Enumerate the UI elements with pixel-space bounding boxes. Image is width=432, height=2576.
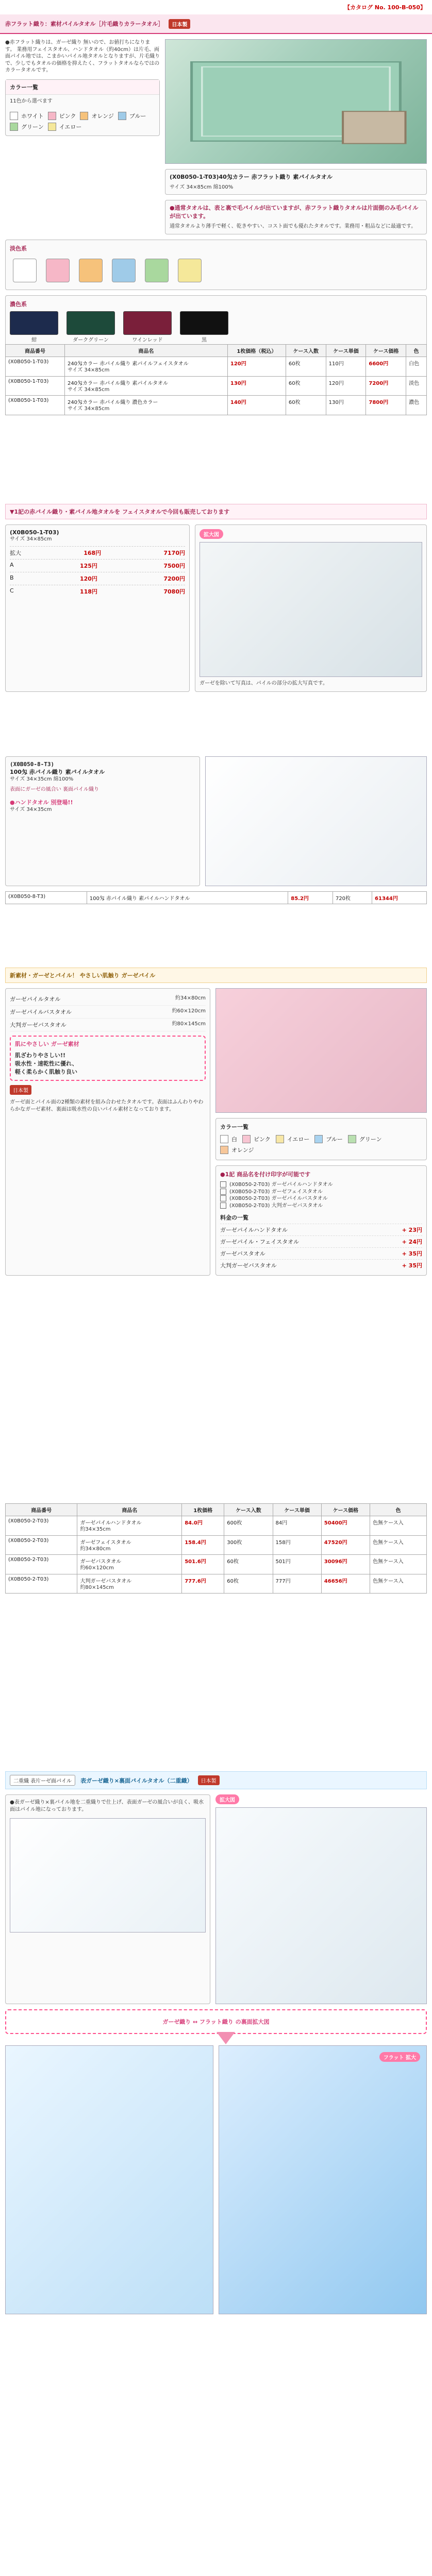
dark-color-chip	[123, 311, 172, 335]
section4-option-line	[220, 1181, 422, 1189]
section4-item-size: 約80×145cm	[172, 1021, 206, 1027]
section5-desc: ●表ガーゼ織り×裏パイル地を二重織りで仕上げ、表面ガーゼの風合いが良く、吸水面はパイル地になっております。	[10, 1800, 204, 1812]
dark-color-item	[67, 311, 115, 344]
section3-left	[5, 756, 200, 886]
section3-table-price: 85.2円	[288, 892, 333, 904]
section4-point: 軽く柔らかく肌触り良い	[15, 1069, 77, 1075]
table2-cell-caseprice: 47520円	[321, 1535, 370, 1555]
table2-size-text: 約60×120cm	[80, 1565, 114, 1571]
section4-price-row	[220, 1247, 422, 1259]
section5-bottom-left-image	[5, 2045, 213, 2314]
section4-item-label: 大判ガーゼバスタオル	[10, 1022, 67, 1028]
section5-callout: ガーゼ織り ↔ フラット織り の裏面拡大図	[5, 2009, 427, 2034]
table2-cell-caseqty: 300枚	[224, 1535, 273, 1555]
handtowel-headline: ●ハンドタオル 別登場!!	[10, 799, 73, 806]
section2-row	[10, 559, 185, 572]
made-in-japan-badge: 日本製	[169, 19, 190, 29]
towel-photo-illustration	[165, 40, 426, 163]
section2-row-case: 7200円	[163, 575, 185, 582]
detail-text: 通常タオルより薄手で軽く、乾きやすい、コスト面でも優れたタオルです。業務用・粗品などに最適です。	[170, 223, 417, 229]
section4-item-size: 約34×80cm	[175, 995, 206, 1001]
table1-row	[6, 357, 427, 377]
color-list-title: カラー一覧	[6, 80, 159, 95]
section1-title: 赤フラット織り：素材パイルタオル［片毛織りカラータオル］	[5, 21, 164, 27]
section4-price-row	[220, 1259, 422, 1271]
table2-col-name: 商品名	[77, 1504, 182, 1516]
section4-option-text: (X0B050-2-T03) ガーゼパイルバスタオル	[229, 1196, 328, 1201]
pale-sample-blue	[112, 259, 136, 282]
table2-cell-caseunit: 777円	[273, 1574, 321, 1594]
section5-callout-wrap	[5, 2009, 427, 2040]
dark-color-chip	[180, 311, 228, 335]
table2-size-text: 約34×80cm	[80, 1546, 111, 1552]
section4-color-chip	[220, 1146, 228, 1154]
section5-made-in-japan: 日本製	[198, 1775, 220, 1785]
spec-card	[165, 169, 427, 195]
section5-header	[5, 1771, 427, 1789]
section2-row-price: 125円	[79, 562, 97, 569]
table1-name-text: 240匁カラー 赤パイル織り 素パイルタオル	[67, 380, 168, 386]
table2-cell-code: (X0B050-2-T03)	[6, 1574, 77, 1594]
color-name: オレンジ	[91, 113, 114, 120]
section4-items	[10, 993, 206, 1031]
table2-cell-color: 色無ケース入	[370, 1574, 427, 1594]
detail-title: ●通常タオルは、表と裏で毛パイルが出ていますが、赤フラット織りタオルは片面側のみ毛パイルが出ています。	[170, 204, 419, 219]
table1-size-text: サイズ 34×85cm	[67, 367, 110, 373]
section4-item	[10, 1019, 206, 1031]
section4-color-name: イエロー	[287, 1136, 310, 1143]
section4-color	[220, 1146, 254, 1154]
section4-color-chip	[220, 1135, 228, 1143]
table2-col-code: 商品番号	[6, 1504, 77, 1516]
table1-col-color: 色	[406, 345, 427, 357]
section2-row	[10, 572, 185, 585]
section4-color	[314, 1135, 343, 1143]
section5-right	[215, 1794, 427, 2004]
table1-cell-caseqty: 60枚	[286, 396, 326, 415]
pale-sample-white	[13, 259, 37, 282]
section4-color-chip	[314, 1135, 323, 1143]
section4-color	[242, 1135, 271, 1143]
checkbox-icon	[220, 1202, 226, 1209]
table2-cell-name	[77, 1574, 182, 1594]
table2-name-text: 大判ガーゼバスタオル	[80, 1578, 132, 1584]
color-swatch	[10, 123, 44, 131]
section2-enlarge	[195, 524, 427, 692]
pale-colors-card	[5, 240, 427, 290]
section3-table-case-price: 61344円	[372, 892, 427, 904]
section4-made-in-japan: 日本製	[10, 1085, 31, 1095]
table1-cell-name	[64, 376, 227, 396]
section4-right	[215, 988, 427, 1276]
table2-cell-code: (X0B050-2-T03)	[6, 1516, 77, 1536]
section4-color-chip	[242, 1135, 251, 1143]
section2-row-label: C	[10, 587, 14, 594]
section5-left	[5, 1794, 210, 2004]
pale-sample-yellow	[178, 259, 202, 282]
table2-cell-caseunit: 158円	[273, 1535, 321, 1555]
table2-cell-caseprice: 30096円	[321, 1555, 370, 1574]
section4-desc: ガーゼ面とパイル面の2種類の素材を組み合わせたタオルです。表面はふんわりやわらかなガーゼ素材、裏面は吸水性の良いパイル素材となっております。	[10, 1099, 204, 1112]
section2-row-price: 168円	[84, 549, 102, 556]
table2	[5, 1503, 427, 1594]
dark-color-item	[10, 311, 58, 344]
pale-samples	[10, 256, 422, 285]
table2-body	[6, 1516, 427, 1594]
section5-left-image	[10, 1818, 206, 1933]
table2-name-text: ガーゼバスタオル	[80, 1559, 122, 1565]
table2-col-caseunit: ケース単価	[273, 1504, 321, 1516]
table1-cell-color: 白色	[406, 357, 427, 377]
table2-col-price: 1枚価格	[182, 1504, 224, 1516]
section5-label: 二重織 表片ーゼ面パイル	[10, 1775, 75, 1786]
catalog-number: 【カタログ No. 100-B-050】	[344, 4, 426, 11]
checkbox-icon	[220, 1181, 226, 1188]
section-3	[0, 751, 432, 968]
dark-title: 濃色系	[10, 301, 27, 308]
section4-title: 新素材・ガーゼとパイル！ やさしい肌触り ガーゼパイル	[5, 968, 427, 983]
dark-color-name: 黒	[202, 337, 207, 343]
table1-cell-code: (X0B050-1-T03)	[6, 396, 65, 415]
table2-cell-caseunit: 84円	[273, 1516, 321, 1536]
section5-enlarge: 拡大図	[215, 1794, 239, 1804]
section4-point: 肌ざわりやさしい!!	[15, 1052, 66, 1059]
table2-row	[6, 1555, 427, 1574]
section4-price-name: 大判ガーゼバスタオル	[220, 1262, 277, 1269]
section4-color	[220, 1135, 237, 1143]
table2-cell-color: 色無ケース入	[370, 1535, 427, 1555]
spec-size: サイズ 34×85cm 綿100%	[170, 184, 234, 190]
color-name: ブルー	[129, 113, 146, 120]
section4-price-list	[220, 1224, 422, 1271]
color-swatch	[48, 123, 82, 131]
table2-cell-name	[77, 1555, 182, 1574]
section4-color-chip	[276, 1135, 284, 1143]
table1-cell-caseprice: 7200円	[366, 376, 406, 396]
section4-options	[215, 1165, 427, 1276]
table2-cell-price: 84.0円	[182, 1516, 224, 1536]
section4-option-text: (X0B050-2-T03) 大判ガーゼバスタオル	[229, 1202, 323, 1209]
color-chip	[80, 112, 88, 120]
section2-row-case: 7080円	[163, 588, 185, 595]
table1-row	[6, 376, 427, 396]
section2-code: (X0B050-1-T03)	[10, 529, 59, 536]
table2-cell-caseqty: 600枚	[224, 1516, 273, 1536]
section3-table-case: 720枚	[333, 892, 372, 904]
section3-size: サイズ 34×35cm 綿100%	[10, 776, 74, 782]
section4-option-line	[220, 1195, 422, 1202]
section2-row	[10, 546, 185, 559]
dark-color-name: ダークグリーン	[73, 337, 109, 343]
section4-price-name: ガーゼパイルハンドタオル	[220, 1227, 288, 1233]
section2-banner: ▼1記の赤パイル織り・素パイル地タオルを フェイスタオルで今回も販売しております	[5, 504, 427, 519]
table1-cell-code: (X0B050-1-T03)	[6, 376, 65, 396]
table2-header-row	[6, 1504, 427, 1516]
dark-color-name: 紺	[31, 337, 37, 343]
section4-price-name: ガーゼバスタオル	[220, 1250, 265, 1257]
table1-col-price: 1枚価格（税込）	[227, 345, 286, 357]
table1-cell-price: 120円	[227, 357, 286, 377]
section4-price-row	[220, 1224, 422, 1235]
checkbox-icon	[220, 1195, 226, 1201]
section4-item-label: ガーゼパイルバスタオル	[10, 1009, 72, 1015]
table1-cell-caseprice: 7800円	[366, 396, 406, 415]
section4-item	[10, 1006, 206, 1019]
section1-title-bar	[0, 14, 432, 34]
pale-sample-green	[145, 259, 169, 282]
section4-color-swatches	[220, 1134, 422, 1156]
section4-point: 吸水性・速乾性に優れ、	[15, 1060, 78, 1067]
section4-price-name: ガーゼパイル・フェイスタオル	[220, 1239, 300, 1245]
pale-title: 淡色系	[10, 245, 27, 252]
table2-cell-color: 色無ケース入	[370, 1555, 427, 1574]
section2-row-price: 118円	[80, 588, 98, 595]
table1-cell-price: 130円	[227, 376, 286, 396]
color-swatches	[6, 108, 159, 135]
table2-cell-price: 777.6円	[182, 1574, 224, 1594]
section3-table-code: (X0B050-8-T3)	[6, 892, 87, 904]
section3-table	[5, 891, 427, 904]
section2-spec	[5, 524, 190, 692]
color-name: ピンク	[59, 113, 76, 120]
section2-row-price: 120円	[79, 575, 97, 582]
dark-color-chip	[67, 311, 115, 335]
section4-color-name: グリーン	[359, 1136, 382, 1143]
dark-colors-card	[5, 295, 427, 344]
section4-color-title: カラー一覧	[220, 1124, 248, 1130]
table1-size-text: サイズ 34×85cm	[67, 406, 110, 412]
table1-cell-caseunit: 120円	[326, 376, 366, 396]
table1-cell-code: (X0B050-1-T03)	[6, 357, 65, 377]
section2-row-label: A	[10, 561, 14, 568]
section4-item-label: ガーゼパイルタオル	[10, 996, 61, 1003]
section2-row-label: 拡大	[10, 549, 21, 556]
down-arrow-icon	[217, 2032, 235, 2044]
enlarge-label: 拡大図	[200, 529, 223, 539]
section-4	[0, 968, 432, 1503]
table1-cell-caseqty: 60枚	[286, 357, 326, 377]
section3-title: 100匁 赤パイル織り 素パイルタオル	[10, 769, 105, 775]
table2-cell-caseprice: 46656円	[321, 1574, 370, 1594]
section4-colors-card	[215, 1118, 427, 1160]
dark-color-item	[180, 311, 228, 344]
color-name: グリーン	[21, 124, 44, 130]
section4-color-chip	[348, 1135, 356, 1143]
detail-card	[165, 200, 427, 235]
section5-title: 表ガーゼ織り×裏面パイルタオル（二重織）	[80, 1777, 193, 1784]
section4-catch-box	[10, 1036, 206, 1081]
section4-option-line	[220, 1202, 422, 1210]
pale-sample-orange	[79, 259, 103, 282]
towel-photo	[165, 39, 427, 164]
table1-header-row	[6, 345, 427, 357]
table2-cell-caseqty: 60枚	[224, 1555, 273, 1574]
section4-price-value: + 35円	[402, 1250, 422, 1257]
table2-name-text: ガーゼパイルハンドタオル	[80, 1520, 142, 1526]
color-name: イエロー	[59, 124, 82, 130]
section4-option-text: (X0B050-2-T03) ガーゼパイルハンドタオル	[229, 1182, 333, 1188]
table2-col-caseprice: ケース価格	[321, 1504, 370, 1516]
table1-col-caseprice: ケース価格	[366, 345, 406, 357]
section4-option-text: (X0B050-2-T03) ガーゼフェイスタオル	[229, 1189, 323, 1195]
table1-cell-name	[64, 357, 227, 377]
table1-row	[6, 396, 427, 415]
table1-body	[6, 357, 427, 415]
table1-col-name: 商品名	[64, 345, 227, 357]
table2-col-caseqty: ケース入数	[224, 1504, 273, 1516]
table2-size-text: 約80×145cm	[80, 1584, 114, 1590]
section4-color	[276, 1135, 310, 1143]
table2-col-color: 色	[370, 1504, 427, 1516]
table2-row	[6, 1516, 427, 1536]
section4-color-name: ピンク	[254, 1136, 271, 1143]
table1-col-caseqty: ケース入数	[286, 345, 326, 357]
table2-row	[6, 1535, 427, 1555]
section4-option-lines	[220, 1181, 422, 1209]
color-chip	[10, 123, 18, 131]
table1-cell-caseunit: 130円	[326, 396, 366, 415]
color-list-note: 11色から選べます	[10, 98, 53, 104]
table2-cell-code: (X0B050-2-T03)	[6, 1555, 77, 1574]
section5-flat-pill: フラット 拡大	[379, 2052, 420, 2062]
table1-section	[0, 344, 432, 504]
handtowel-size: サイズ 34×35cm	[10, 807, 52, 812]
top-header	[0, 0, 432, 14]
section3-code: (X0B050-8-T3)	[10, 761, 55, 768]
enlarge-image	[200, 542, 422, 677]
section5-enlarge-image	[215, 1807, 427, 2004]
table2-cell-color: 色無ケース入	[370, 1516, 427, 1536]
table2-cell-name	[77, 1535, 182, 1555]
color-swatch	[80, 112, 113, 120]
section-2	[0, 504, 432, 751]
table1-size-text: サイズ 34×85cm	[67, 386, 110, 393]
section4-price-value: + 23円	[402, 1227, 422, 1233]
section4-color-name: オレンジ	[231, 1147, 254, 1154]
table2-row	[6, 1574, 427, 1594]
table1	[5, 344, 427, 415]
table2-cell-code: (X0B050-2-T03)	[6, 1535, 77, 1555]
table2-section	[0, 1503, 432, 1771]
dark-color-name: ワインレッド	[132, 337, 163, 343]
table2-cell-caseunit: 501円	[273, 1555, 321, 1574]
table1-name-text: 240匁カラー 赤パイル織り 素パイルフェイスタオル	[67, 361, 189, 367]
section4-options-title: ●1記 商品名を付け印字が可能です	[220, 1171, 311, 1178]
section2-price-rows	[10, 546, 185, 598]
table1-col-caseunit: ケース単価	[326, 345, 366, 357]
section3-note: 表面にガーゼの風合い 裏面パイル織り	[10, 786, 99, 792]
section3-table-name: 100匁 赤パイル織り 素パイルハンドタオル	[87, 892, 288, 904]
enlarge-note: ガーゼを除いて写真は、パイルの部分の拡大写真です。	[200, 681, 328, 686]
dark-color-chip	[10, 311, 58, 335]
section2-row-label: B	[10, 574, 14, 581]
table1-cell-color: 濃色	[406, 396, 427, 415]
section3-table-row	[6, 892, 427, 904]
color-swatch	[118, 112, 146, 120]
section2-row-case: 7170円	[163, 549, 185, 556]
section1-intro: ●赤フラット織りは、ガーゼ織り 無いので、お値打ちになります。 業務用フェイスタオル、ハンドタオル（約40cm）は片毛、両面パイル地では、こまかいパイル地タオルとなりますが、片毛織りで、少しでもタオルの価格を抑えたく、フラットタオルならではのカラータオルです。	[5, 40, 160, 73]
color-chip	[48, 123, 56, 131]
table1-cell-caseprice: 6600円	[366, 357, 406, 377]
section4-option-line	[220, 1189, 422, 1196]
table2-cell-caseprice: 50400円	[321, 1516, 370, 1536]
dark-swatches	[10, 311, 422, 344]
section4-color	[348, 1135, 382, 1143]
section4-price-row	[220, 1235, 422, 1247]
section2-row	[10, 585, 185, 598]
table2-cell-price: 158.4円	[182, 1535, 224, 1555]
color-chip	[48, 112, 56, 120]
section3-image	[205, 756, 427, 886]
table2-cell-name	[77, 1516, 182, 1536]
table2-name-text: ガーゼフェイスタオル	[80, 1539, 131, 1546]
table2-size-text: 約34×35cm	[80, 1527, 111, 1532]
section4-item	[10, 993, 206, 1006]
color-list-card	[5, 79, 160, 137]
section2-size: サイズ 34×85cm	[10, 536, 52, 542]
color-chip	[10, 112, 18, 120]
section4-price-value: + 35円	[402, 1262, 422, 1269]
checkbox-icon	[220, 1189, 226, 1195]
section-1	[0, 14, 432, 344]
section4-color-name: ブルー	[326, 1136, 343, 1143]
table1-cell-name	[64, 396, 227, 415]
pale-sample-pink	[46, 259, 70, 282]
spec-label: (X0B050-1-T03)40匁カラー 赤フラット織り 素パイルタオル	[170, 174, 333, 180]
section4-price-note-title: 料金の一覧	[220, 1214, 248, 1221]
section4-left	[5, 988, 210, 1276]
color-swatch	[10, 112, 44, 120]
table1-cell-caseunit: 110円	[326, 357, 366, 377]
table2-cell-caseqty: 60枚	[224, 1574, 273, 1594]
table1-name-text: 240匁カラー 赤パイル織り 濃色カラー	[67, 400, 158, 405]
section2-row-case: 7500円	[163, 562, 185, 569]
section4-color-name: 白	[231, 1136, 237, 1143]
color-chip	[118, 112, 126, 120]
table1-col-code: 商品番号	[6, 345, 65, 357]
table2-cell-price: 501.6円	[182, 1555, 224, 1574]
table1-cell-color: 淡色	[406, 376, 427, 396]
table1-cell-price: 140円	[227, 396, 286, 415]
section4-item-size: 約60×120cm	[172, 1008, 206, 1014]
section4-points	[11, 1051, 205, 1080]
dark-color-item	[123, 311, 172, 344]
section4-price-value: + 24円	[402, 1239, 422, 1245]
section-5	[0, 1771, 432, 2576]
section4-image	[215, 988, 427, 1113]
section5-bottom-right-image	[219, 2045, 427, 2314]
color-name: ホワイト	[21, 113, 44, 120]
section4-catch: 肌にやさしい ガーゼ素材	[15, 1041, 79, 1047]
table1-cell-caseqty: 60枚	[286, 376, 326, 396]
color-swatch	[48, 112, 76, 120]
